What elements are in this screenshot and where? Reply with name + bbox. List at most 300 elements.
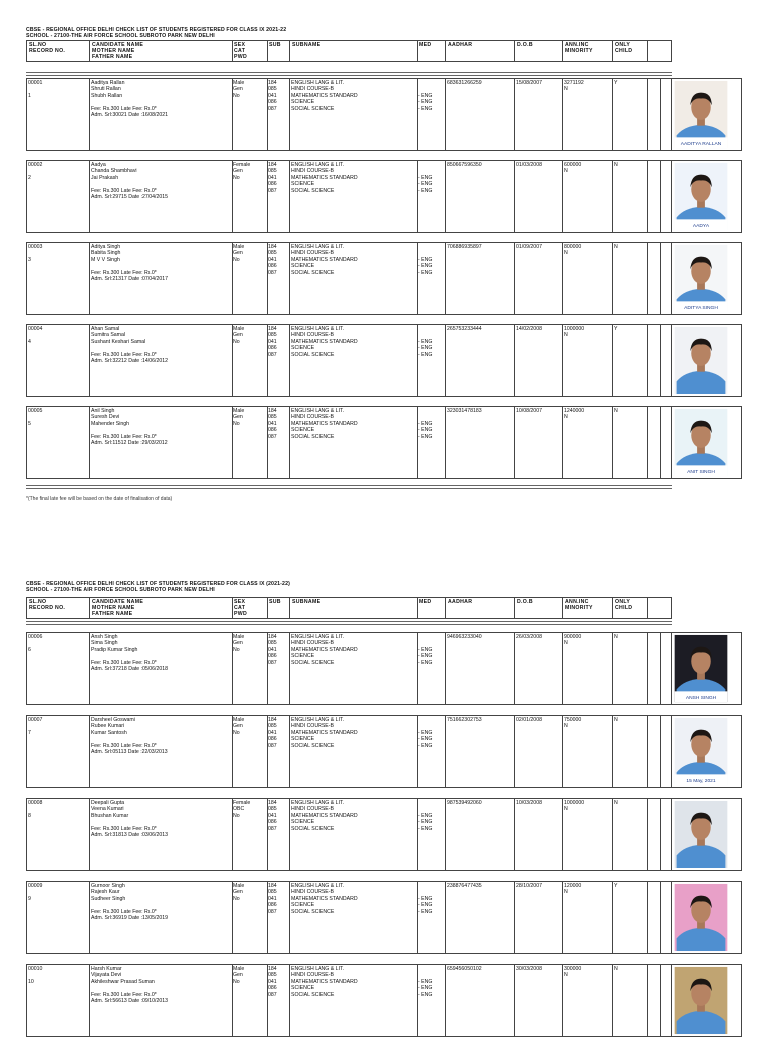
cell-only-child [614,244,618,250]
cell-subject-names [291,883,358,915]
aadhar-number: 683631266259 [447,80,482,86]
col-sub: SUB [269,599,281,605]
only-child-flag: N [614,966,618,972]
date-of-birth: 10/03/2008 [516,800,542,806]
record-number: 10 [28,978,34,985]
cell-candidate [91,244,168,282]
admission-info: Adm. Srl:32212 Date :14/06/2012 [91,358,168,365]
subject-name: SCIENCE [291,427,315,434]
subject-code: 041 [268,895,277,902]
cell-sex-cat-pwd [233,244,244,263]
pwd-value: No [233,646,240,653]
fee-info: Fee: Rs.300 Late Fee: Rs.0* [91,659,157,666]
mother-name: Rajesh Kaur [91,889,120,896]
cell-subject-codes [268,634,277,666]
category-value: Gen [233,889,243,896]
father-name: Pradip Kumar Singh [91,646,138,653]
subject-code: 087 [268,433,277,440]
admission-info: Adm. Srl:31813 Date :03/06/2013 [91,832,168,839]
sl-number: 00006 [28,634,43,640]
subject-name: MATHEMATICS STANDARD [291,812,358,819]
subject-code: 184 [268,244,277,250]
cell-medium [418,408,432,440]
col-income: ANN.INC [565,599,589,605]
subject-code: 184 [268,966,277,972]
cell-aadhar [447,326,482,332]
minority-flag: N [564,972,568,979]
record-number: 1 [28,92,31,99]
subject-name: SCIENCE [291,99,315,106]
record-number: 8 [28,812,31,819]
subject-medium: - ENG [418,420,433,427]
annual-income: 120000 [564,883,582,889]
pwd-value: No [233,256,240,263]
col-sex: SEX [234,599,246,605]
cell-sl-record [28,80,42,99]
cell-candidate [91,408,168,446]
subject-name: ENGLISH LANG & LIT. [291,244,345,250]
admission-info: Adm. Srl:30021 Date :16/08/2021 [91,112,168,119]
col-mother: MOTHER NAME [92,605,135,612]
subject-code: 086 [268,99,277,106]
cell-dob [516,408,542,414]
subject-name: SOCIAL SCIENCE [291,742,335,749]
subject-name: MATHEMATICS STANDARD [291,420,358,427]
table-row [26,324,742,397]
col-child: CHILD [615,48,633,55]
subject-name: ENGLISH LANG & LIT. [291,326,345,332]
cell-sex-cat-pwd [233,717,244,736]
candidate-name: Aadya [91,162,106,168]
cell-income-minority [564,800,584,813]
subject-name: SCIENCE [291,345,315,352]
subject-name: ENGLISH LANG & LIT. [291,717,345,723]
admission-info: Adm. Srl:29715 Date :27/04/2015 [91,194,168,201]
sex-value: Male [233,717,245,723]
date-of-birth: 26/03/2008 [516,634,542,640]
cell-aadhar [447,966,482,972]
cell-sl-record [28,162,42,181]
cell-candidate [91,326,168,364]
table-header [26,597,672,619]
cell-only-child [614,408,618,414]
only-child-flag: N [614,634,618,640]
subject-medium: - ENG [418,729,433,736]
cell-dob [516,883,542,889]
subject-name: SCIENCE [291,653,315,660]
subject-code: 087 [268,351,277,358]
candidate-name: Gurnoor Singh [91,883,125,889]
cell-subject-names [291,800,358,832]
father-name: Kumar Santosh [91,729,127,736]
mother-name: Shruti Rallan [91,86,121,93]
aadhar-number: 323031478183 [447,408,482,414]
fee-info: Fee: Rs.300 Late Fee: Rs.0* [91,991,157,998]
mother-name: Babita Singh [91,250,121,257]
date-of-birth: 30/03/2008 [516,966,542,972]
annual-income: 900000 [564,634,582,640]
subject-name: SOCIAL SCIENCE [291,187,335,194]
col-cat: CAT [234,48,246,55]
annual-income: 300000 [564,966,582,972]
table-row [26,406,742,479]
cell-only-child [614,326,617,332]
cell-candidate [91,634,168,672]
subject-code: 086 [268,736,277,743]
minority-flag: N [564,86,568,93]
col-sl: SL.NO [29,42,47,48]
subject-code: 184 [268,717,277,723]
subject-code: 184 [268,408,277,414]
sl-number: 00003 [28,244,43,250]
pwd-value: No [233,812,240,819]
subject-code: 087 [268,269,277,276]
cell-dob [516,634,542,640]
col-sub: SUB [269,42,281,48]
subject-medium: - ENG [418,99,433,106]
cell-subject-names [291,326,358,358]
cell-dob [516,966,542,972]
mother-name: Sima Singh [91,640,118,647]
subject-code: 086 [268,902,277,909]
student-photo-graphic [661,882,741,953]
cell-subject-names [291,80,358,112]
cell-subject-names [291,408,358,440]
subject-name: HINDI COURSE-B [291,86,334,93]
cell-income-minority [564,634,581,647]
subject-code: 041 [268,338,277,345]
mother-name: Suresh Devi [91,414,120,421]
student-photo [660,242,742,315]
record-number: 5 [28,420,31,427]
sex-value: Male [233,244,245,250]
student-photo-graphic [661,79,741,150]
cell-only-child [614,966,618,972]
subject-name: SCIENCE [291,985,315,992]
col-aadhar: AADHAR [448,599,473,605]
subject-name: MATHEMATICS STANDARD [291,92,358,99]
record-number: 4 [28,338,31,345]
date-of-birth: 02/01/2008 [516,717,542,723]
category-value: Gen [233,640,243,647]
subject-name: SOCIAL SCIENCE [291,825,335,832]
cell-sl-record [28,326,42,345]
subject-medium: - ENG [418,659,433,666]
subject-medium: - ENG [418,187,433,194]
subject-code: 085 [268,889,277,896]
cell-medium [418,80,432,112]
aadhar-number: 706886935897 [447,244,482,250]
col-only: ONLY [615,42,631,48]
cell-only-child [614,717,618,723]
admission-info: Adm. Srl:05113 Date :22/03/2013 [91,749,168,756]
subject-code: 087 [268,742,277,749]
fee-info: Fee: Rs.300 Late Fee: Rs.0* [91,742,157,749]
cell-only-child [614,162,618,168]
category-value: OBC [233,806,245,813]
col-record: RECORD NO. [29,605,66,612]
category-value: Gen [233,723,243,730]
subject-code: 085 [268,86,277,93]
sex-value: Male [233,326,245,332]
cell-subject-codes [268,80,277,112]
subject-medium: - ENG [418,105,433,112]
subject-medium: - ENG [418,895,433,902]
subject-name: SCIENCE [291,736,315,743]
photo-caption: ANIT SINGH [687,470,715,476]
subject-code: 085 [268,972,277,979]
cell-only-child [614,634,618,640]
candidate-name: Anil Singh [91,408,115,414]
subject-name: HINDI COURSE-B [291,889,334,896]
subject-medium: - ENG [418,736,433,743]
subject-code: 041 [268,174,277,181]
subject-code: 087 [268,991,277,998]
record-number: 7 [28,729,31,736]
sl-number: 00001 [28,80,43,86]
subject-code: 087 [268,105,277,112]
student-photo [660,715,742,788]
table-row [26,715,742,788]
subject-medium: - ENG [418,653,433,660]
date-of-birth: 01/09/2007 [516,244,542,250]
subject-medium: - ENG [418,908,433,915]
cell-candidate [91,800,168,838]
annual-income: 1240000 [564,408,585,414]
student-photo-graphic [661,161,741,232]
subject-code: 086 [268,653,277,660]
student-photo [660,324,742,397]
student-photo [660,632,742,705]
sex-value: Male [233,883,245,889]
cell-medium [418,966,432,998]
cell-sex-cat-pwd [233,883,244,902]
annual-income: 3271192 [564,80,584,86]
father-name: Sushant Keshari Samal [91,338,146,345]
sex-value: Female [233,162,251,168]
cell-medium [418,717,432,749]
cell-only-child [614,80,617,86]
pwd-value: No [233,174,240,181]
student-photo-graphic [661,799,741,870]
admission-info: Adm. Srl:37218 Date :05/06/2018 [91,666,168,673]
sex-value: Male [233,634,245,640]
subject-code: 184 [268,800,277,806]
subject-code: 087 [268,659,277,666]
photo-caption: AADYA [692,224,710,230]
student-photo-graphic [661,633,741,704]
student-photo [660,406,742,479]
cell-subject-codes [268,326,277,358]
cell-subject-names [291,966,358,998]
cell-aadhar [447,80,482,86]
col-record: RECORD NO. [29,48,66,55]
subject-name: SOCIAL SCIENCE [291,105,335,112]
sl-number: 00004 [28,326,43,332]
col-subname: SUBNAME [292,42,321,48]
subject-name: SCIENCE [291,181,315,188]
category-value: Gen [233,250,243,257]
cell-dob [516,244,542,250]
candidate-name: Ahan Samal [91,326,120,332]
photo-caption: ADITYA SINGH [684,306,718,312]
subject-code: 085 [268,723,277,730]
minority-flag: N [564,640,568,647]
school-name: SCHOOL - 27100-THE AIR FORCE SCHOOL SUBROTO PARK NEW DELHI [26,587,215,593]
cell-income-minority [564,717,581,730]
subject-medium: - ENG [418,256,433,263]
sex-value: Female [233,800,251,806]
pwd-value: No [233,420,240,427]
pwd-value: No [233,338,240,345]
minority-flag: N [564,168,568,175]
subject-name: HINDI COURSE-B [291,414,334,421]
subject-medium: - ENG [418,338,433,345]
date-of-birth: 10/08/2007 [516,408,542,414]
subject-medium: - ENG [418,819,433,826]
fee-info: Fee: Rs.300 Late Fee: Rs.0* [91,351,157,358]
sex-value: Male [233,966,245,972]
cell-income-minority [564,966,581,979]
cell-sl-record [28,244,42,263]
cell-sl-record [28,408,42,427]
candidate-name: Harsh Kumar [91,966,122,972]
only-child-flag: N [614,244,618,250]
student-photo [660,881,742,954]
father-name: Jai Prakash [91,174,119,181]
subject-code: 041 [268,256,277,263]
subject-name: ENGLISH LANG & LIT. [291,800,345,806]
sl-number: 00005 [28,408,43,414]
cell-subject-codes [268,717,277,749]
cell-aadhar [447,717,482,723]
date-of-birth: 14/02/2008 [516,326,542,332]
subject-code: 087 [268,825,277,832]
cell-medium [418,162,432,194]
subject-name: MATHEMATICS STANDARD [291,978,358,985]
sex-value: Male [233,408,245,414]
subject-name: HINDI COURSE-B [291,640,334,647]
cell-medium [418,634,432,666]
photo-caption: AADITYA RALLAN [680,142,722,148]
col-mother: MOTHER NAME [92,48,135,55]
col-minority: MINORITY [565,605,593,612]
admission-info: Adm. Srl:56613 Date :09/10/2013 [91,998,168,1005]
aadhar-number: 946963233040 [447,634,482,640]
father-name: Akhileshwar Prasad Suman [91,978,155,985]
minority-flag: N [564,250,568,257]
candidate-name: Aditya Singh [91,244,121,250]
admission-info: Adm. Srl:21317 Date :07/04/2017 [91,276,168,283]
col-only: ONLY [615,599,631,605]
subject-name: HINDI COURSE-B [291,806,334,813]
subject-code: 086 [268,263,277,270]
report-title: CBSE - REGIONAL OFFICE DELHI CHECK LIST OF STUDENTS REGISTERED FOR CLASS IX 2021-22 [26,27,287,33]
only-child-flag: N [614,408,618,414]
subject-name: ENGLISH LANG & LIT. [291,966,345,972]
school-name: SCHOOL - 27100-THE AIR FORCE SCHOOL SUBROTO PARK NEW DELHI [26,33,215,39]
subject-medium: - ENG [418,433,433,440]
fee-info: Fee: Rs.300 Late Fee: Rs.0* [91,825,157,832]
col-income: ANN.INC [565,42,589,48]
subject-name: HINDI COURSE-B [291,250,334,257]
sl-number: 00002 [28,162,43,168]
student-photo-graphic [661,243,741,314]
subject-name: ENGLISH LANG & LIT. [291,883,345,889]
subject-name: ENGLISH LANG & LIT. [291,408,345,414]
cell-income-minority [564,883,581,896]
cell-candidate [91,966,168,1004]
col-dob: D.O.B [517,42,533,48]
subject-medium: - ENG [418,991,433,998]
cell-sex-cat-pwd [233,80,244,99]
subject-code: 086 [268,427,277,434]
table-row [26,242,742,315]
subject-name: SOCIAL SCIENCE [291,433,335,440]
subject-medium: - ENG [418,345,433,352]
cell-candidate [91,883,168,921]
sex-value: Male [233,80,245,86]
subject-name: MATHEMATICS STANDARD [291,256,358,263]
cell-candidate [91,80,168,118]
subject-medium: - ENG [418,427,433,434]
only-child-flag: Y [614,80,618,86]
subject-medium: - ENG [418,825,433,832]
col-subname: SUBNAME [292,599,321,605]
subject-name: ENGLISH LANG & LIT. [291,634,345,640]
subject-name: SOCIAL SCIENCE [291,991,335,998]
candidate-name: Darsheel Goswami [91,717,135,723]
subject-name: HINDI COURSE-B [291,723,334,730]
student-photo-graphic [661,716,741,787]
col-med: MED [419,599,432,605]
subject-code: 041 [268,646,277,653]
annual-income: 800000 [564,244,582,250]
mother-name: Chanda Shambhavi [91,168,137,175]
cell-only-child [614,800,618,806]
cell-dob [516,717,542,723]
subject-medium: - ENG [418,742,433,749]
subject-name: MATHEMATICS STANDARD [291,174,358,181]
cell-subject-names [291,162,358,194]
col-sex: SEX [234,42,246,48]
cell-sex-cat-pwd [233,966,244,985]
annual-income: 750000 [564,717,582,723]
cell-subject-codes [268,800,277,832]
cell-subject-codes [268,244,277,276]
cell-income-minority [564,244,581,257]
subject-code: 184 [268,883,277,889]
student-photo [660,798,742,871]
col-candidate: CANDIDATE NAME [92,599,144,605]
subject-name: MATHEMATICS STANDARD [291,646,358,653]
cell-sex-cat-pwd [233,634,244,653]
subject-code: 087 [268,187,277,194]
cell-medium [418,326,432,358]
subject-name: HINDI COURSE-B [291,972,334,979]
subject-code: 085 [268,250,277,257]
cell-aadhar [447,883,482,889]
photo-caption: ANSH SINGH [685,696,717,702]
subject-code: 041 [268,92,277,99]
father-name: Mahender Singh [91,420,130,427]
table-row [26,798,742,871]
minority-flag: N [564,414,568,421]
subject-name: SCIENCE [291,902,315,909]
cell-dob [516,800,542,806]
col-father: FATHER NAME [92,611,133,618]
col-child: CHILD [615,605,633,612]
